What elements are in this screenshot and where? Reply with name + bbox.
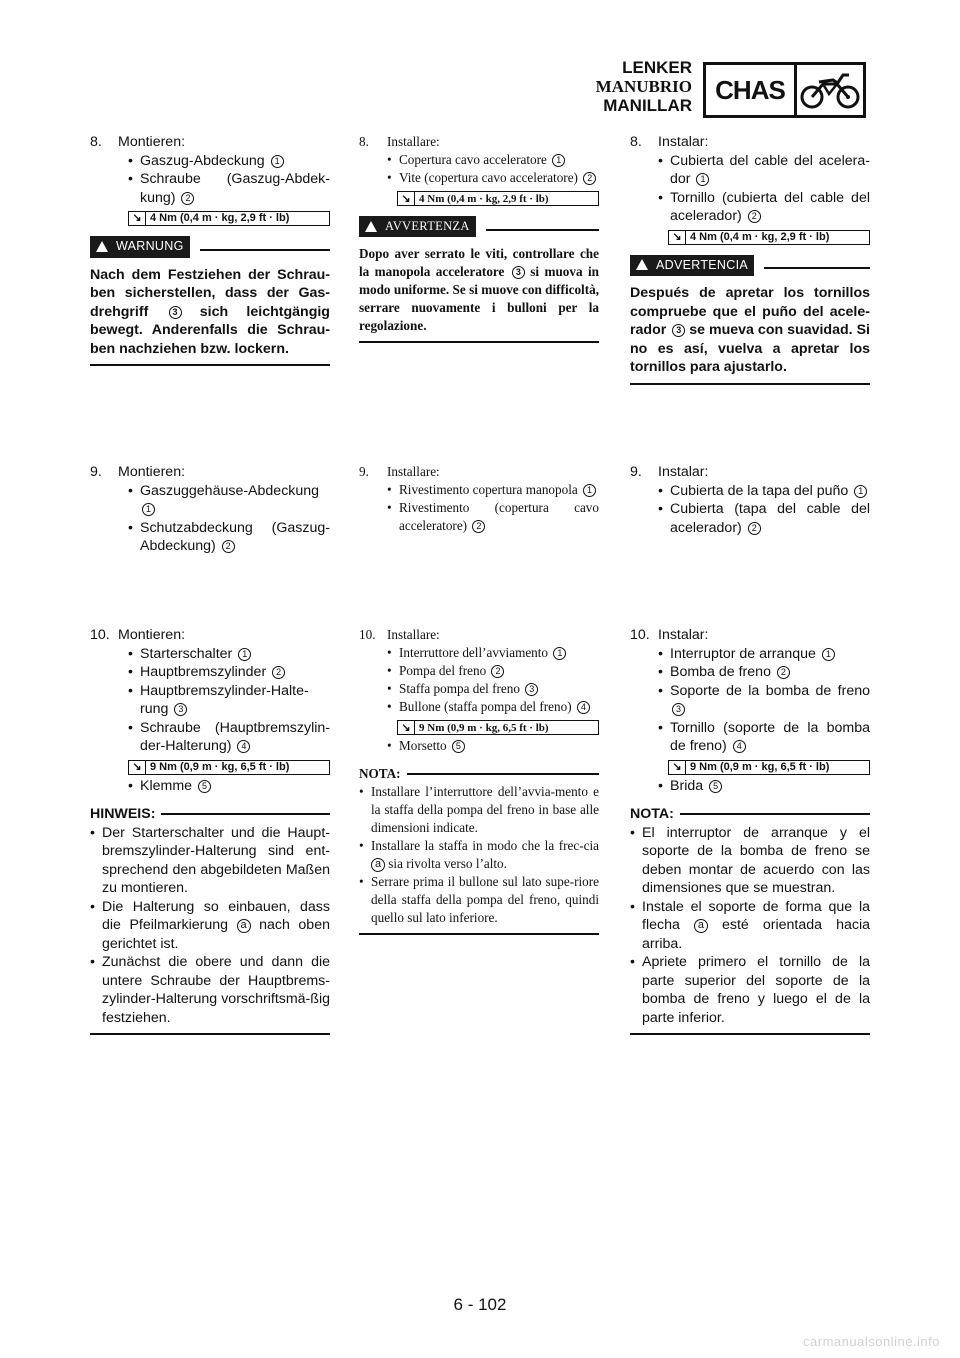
note-header: NOTA: xyxy=(359,765,599,783)
step-8-de: 8. Montieren: • Gaszug-Abdeckung 1 • Schraube (Gaszug-Abdek-kung) 2 ↘ 4 Nm (0,4 m · kg, 2,9 ft · lb) WARNUNG Nach dem Festziehen der Schrau-ben sicherstellen, dass der Gas-drehgriff 3 sich leichtgängig bewegt. Anderenfalls die Schrau-ben nachziehen bzw. lockern. xyxy=(90,133,330,366)
wrench-icon: ↘ xyxy=(669,231,686,244)
callout-marker: 2 xyxy=(222,540,235,553)
wrench-icon: ↘ xyxy=(129,761,146,774)
warning-badge: ADVERTENCIA xyxy=(630,255,754,277)
title-german: LENKER xyxy=(622,58,692,77)
warning-badge: AVVERTENZA xyxy=(359,216,476,237)
callout-marker: 1 xyxy=(271,155,284,168)
note-text: • Der Starterschalter und die Haupt-bremszylinder-Halterung sind ent-sprechend den abgebildeten Maßen zu montieren. • Die Halterung so einbauen, dass die Pfeilmarkierung a nach oben gerichtet ist. • Zunächst die obere und dann die untere Schraube der Hauptbrems-zylinder-Halterung vorschriftsmä-ßig festziehen. xyxy=(90,824,330,1036)
warning-header xyxy=(630,255,870,277)
step-10-de: 10. Montieren: • Starterschalter 1 • Hauptbremszylinder 2 • Hauptbremszylinder-Halte-rung 3 • Schraube (Hauptbremszylin-der-Halterung) 4 ↘ 9 Nm (0,9 m · kg, 6,5 ft · lb) • Klemme 5 HINWEIS: • Der Starterschalter und die Haupt-bremszylinder-Halterung sind ent-sprechend den abgebildeten Maßen zu montieren. • Die Halterung so einbauen, dass die Pfeilmarkierung a nach oben gerichtet ist. • Zunächst die obere und dann die untere Schraube der Hauptbrems-zylinder-Halterung vorschriftsmä-ßig festziehen. xyxy=(90,626,330,1035)
note-header: NOTA: xyxy=(630,805,870,824)
torque-spec: ↘ 4 Nm (0,4 m · kg, 2,9 ft · lb) xyxy=(397,191,599,206)
chapter-badge xyxy=(703,62,866,118)
step-10-it: 10. Installare: • Interruttore dell’avviamento 1 • Pompa del freno 2 • Staffa pompa del freno 3 • Bullone (staffa pompa del freno) 4 ↘ 9 Nm (0,9 m · kg, 6,5 ft · lb) • Morsetto 5 NOTA: • Installare l’interruttore dell’avvia-mento e la staffa della pompa del freno in base alle dimensioni indicate. • Installare la staffa in modo che la frec-cia a sia rivolta verso l’alto. • Serrare prima il bullone sul lato supe-riore della staffa della pompa del freno, quindi quello sul lato inferiore. xyxy=(359,626,599,935)
note-text: • Installare l’interruttore dell’avvia-mento e la staffa della pompa del freno in base alle dimensioni indicate. • Installare la staffa in modo che la frec-cia a sia rivolta verso l’alto. • Serrare prima il bullone sul lato supe-riore della staffa della pompa del freno, quindi quello sul lato inferiore. xyxy=(359,783,599,935)
page-number: 6 - 102 xyxy=(453,1295,507,1314)
chapter-code: CHAS xyxy=(706,65,797,115)
torque-spec: ↘ 4 Nm (0,4 m · kg, 2,9 ft · lb) xyxy=(128,211,330,226)
part-label: Gaszuggehäuse-Abdeckung xyxy=(140,482,320,499)
warning-text: Nach dem Festziehen der Schrau-ben sicherstellen, dass der Gas-drehgriff 3 sich leichtgängig bewegt. Anderenfalls die Schrau-ben nachziehen bzw. lockern. xyxy=(90,266,330,367)
warning-header xyxy=(90,236,330,258)
torque-spec: ↘ 9 Nm (0,9 m · kg, 6,5 ft · lb) xyxy=(397,720,599,735)
warning-triangle-icon xyxy=(636,259,648,270)
warning-triangle-icon xyxy=(96,241,108,252)
step-9-es: 9. Instalar: • Cubierta de la tapa del puño 1 • Cubierta (tapa del cable del acelerador) 2 xyxy=(630,464,870,536)
warning-badge: WARNUNG xyxy=(90,236,190,258)
step-8-it: 8. Installare: • Copertura cavo acceleratore 1 • Vite (copertura cavo acceleratore) 2 ↘ 4 Nm (0,4 m · kg, 2,9 ft · lb) AVVERTENZA Dopo aver serrato le viti, controllare che la manopola acceleratore 3 si muova in modo uniforme. Se si muove con difficoltà, serrare nuovamente i bulloni per la regolazione. xyxy=(359,133,599,343)
part-label: Schraube (Gaszug-Abdek-kung) xyxy=(140,171,330,206)
callout-marker: 2 xyxy=(181,192,194,205)
section-title-block xyxy=(596,58,692,115)
wrench-icon: ↘ xyxy=(398,721,415,734)
part-label: Schutzabdeckung (Gaszug-Abdeckung) xyxy=(140,519,330,554)
step-9-it: 9. Installare: • Rivestimento copertura manopola 1 • Rivestimento (copertura cavo acceleratore) 2 xyxy=(359,464,599,533)
warning-header xyxy=(359,216,599,237)
title-spanish: MANILLAR xyxy=(603,96,692,115)
torque-spec: ↘ 4 Nm (0,4 m · kg, 2,9 ft · lb) xyxy=(668,230,870,245)
wrench-icon: ↘ xyxy=(398,192,415,205)
watermark: carmanualsonline.info xyxy=(803,1334,940,1349)
wrench-icon: ↘ xyxy=(129,212,146,225)
torque-spec: ↘ 9 Nm (0,9 m · kg, 6,5 ft · lb) xyxy=(668,760,870,775)
torque-spec: ↘ 9 Nm (0,9 m · kg, 6,5 ft · lb) xyxy=(128,760,330,775)
step-10-es: 10. Instalar: • Interruptor de arranque 1 • Bomba de freno 2 • Soporte de la bomba de freno 3 • Tornillo (soporte de la bomba de freno) 4 ↘ 9 Nm (0,9 m · kg, 6,5 ft · lb) • Brida 5 NOTA: • El interruptor de arranque y el soporte de la bomba de freno se deben montar de acuerdo con las dimensiones que se muestran. • Instale el soporte de forma que la flecha a esté orientada hacia arriba. • Apriete primero el tornillo de la parte superior del soporte de la bomba de freno y luego el de la parte inferior. xyxy=(630,626,870,1035)
warning-text: Después de apretar los tornillos compruebe que el puño del acele-rador 3 se mueva con suavidad. Si no es así, vuelva a apretar los tornillos para ajustarlo. xyxy=(630,284,870,385)
callout-marker: 1 xyxy=(142,503,155,516)
note-text: • El interruptor de arranque y el soporte de la bomba de freno se deben montar de acuerdo con las dimensiones que se muestran. • Instale el soporte de forma que la flecha a esté orientada hacia arriba. • Apriete primero el tornillo de la parte superior del soporte de la bomba de freno y luego el de la parte inferior. xyxy=(630,824,870,1036)
step-9-de: 9. Montieren: • Gaszuggehäuse-Abdeckung 1 • Schutzabdeckung (Gaszug-Abdeckung) 2 xyxy=(90,464,330,554)
note-header: HINWEIS: xyxy=(90,805,330,824)
title-italian: MANUBRIO xyxy=(595,77,692,96)
motorcycle-icon xyxy=(797,65,863,115)
part-label: Gaszug-Abdeckung xyxy=(140,152,265,169)
warning-text: Dopo aver serrato le viti, controllare che la manopola acceleratore 3 si muova in modo uniforme. Se si muove con difficoltà, serrare nuovamente i bulloni per la regolazione. xyxy=(359,245,599,343)
wrench-icon: ↘ xyxy=(669,761,686,774)
step-8-es: 8. Instalar: • Cubierta del cable del acelera-dor 1 • Tornillo (cubierta del cable del acelerador) 2 ↘ 4 Nm (0,4 m · kg, 2,9 ft · lb) ADVERTENCIA Después de apretar los tornillos compruebe que el puño del acele-rador 3 se mueva con suavidad. Si no es así, vuelva a apretar los tornillos para ajustarlo. xyxy=(630,133,870,385)
warning-triangle-icon xyxy=(365,221,377,232)
